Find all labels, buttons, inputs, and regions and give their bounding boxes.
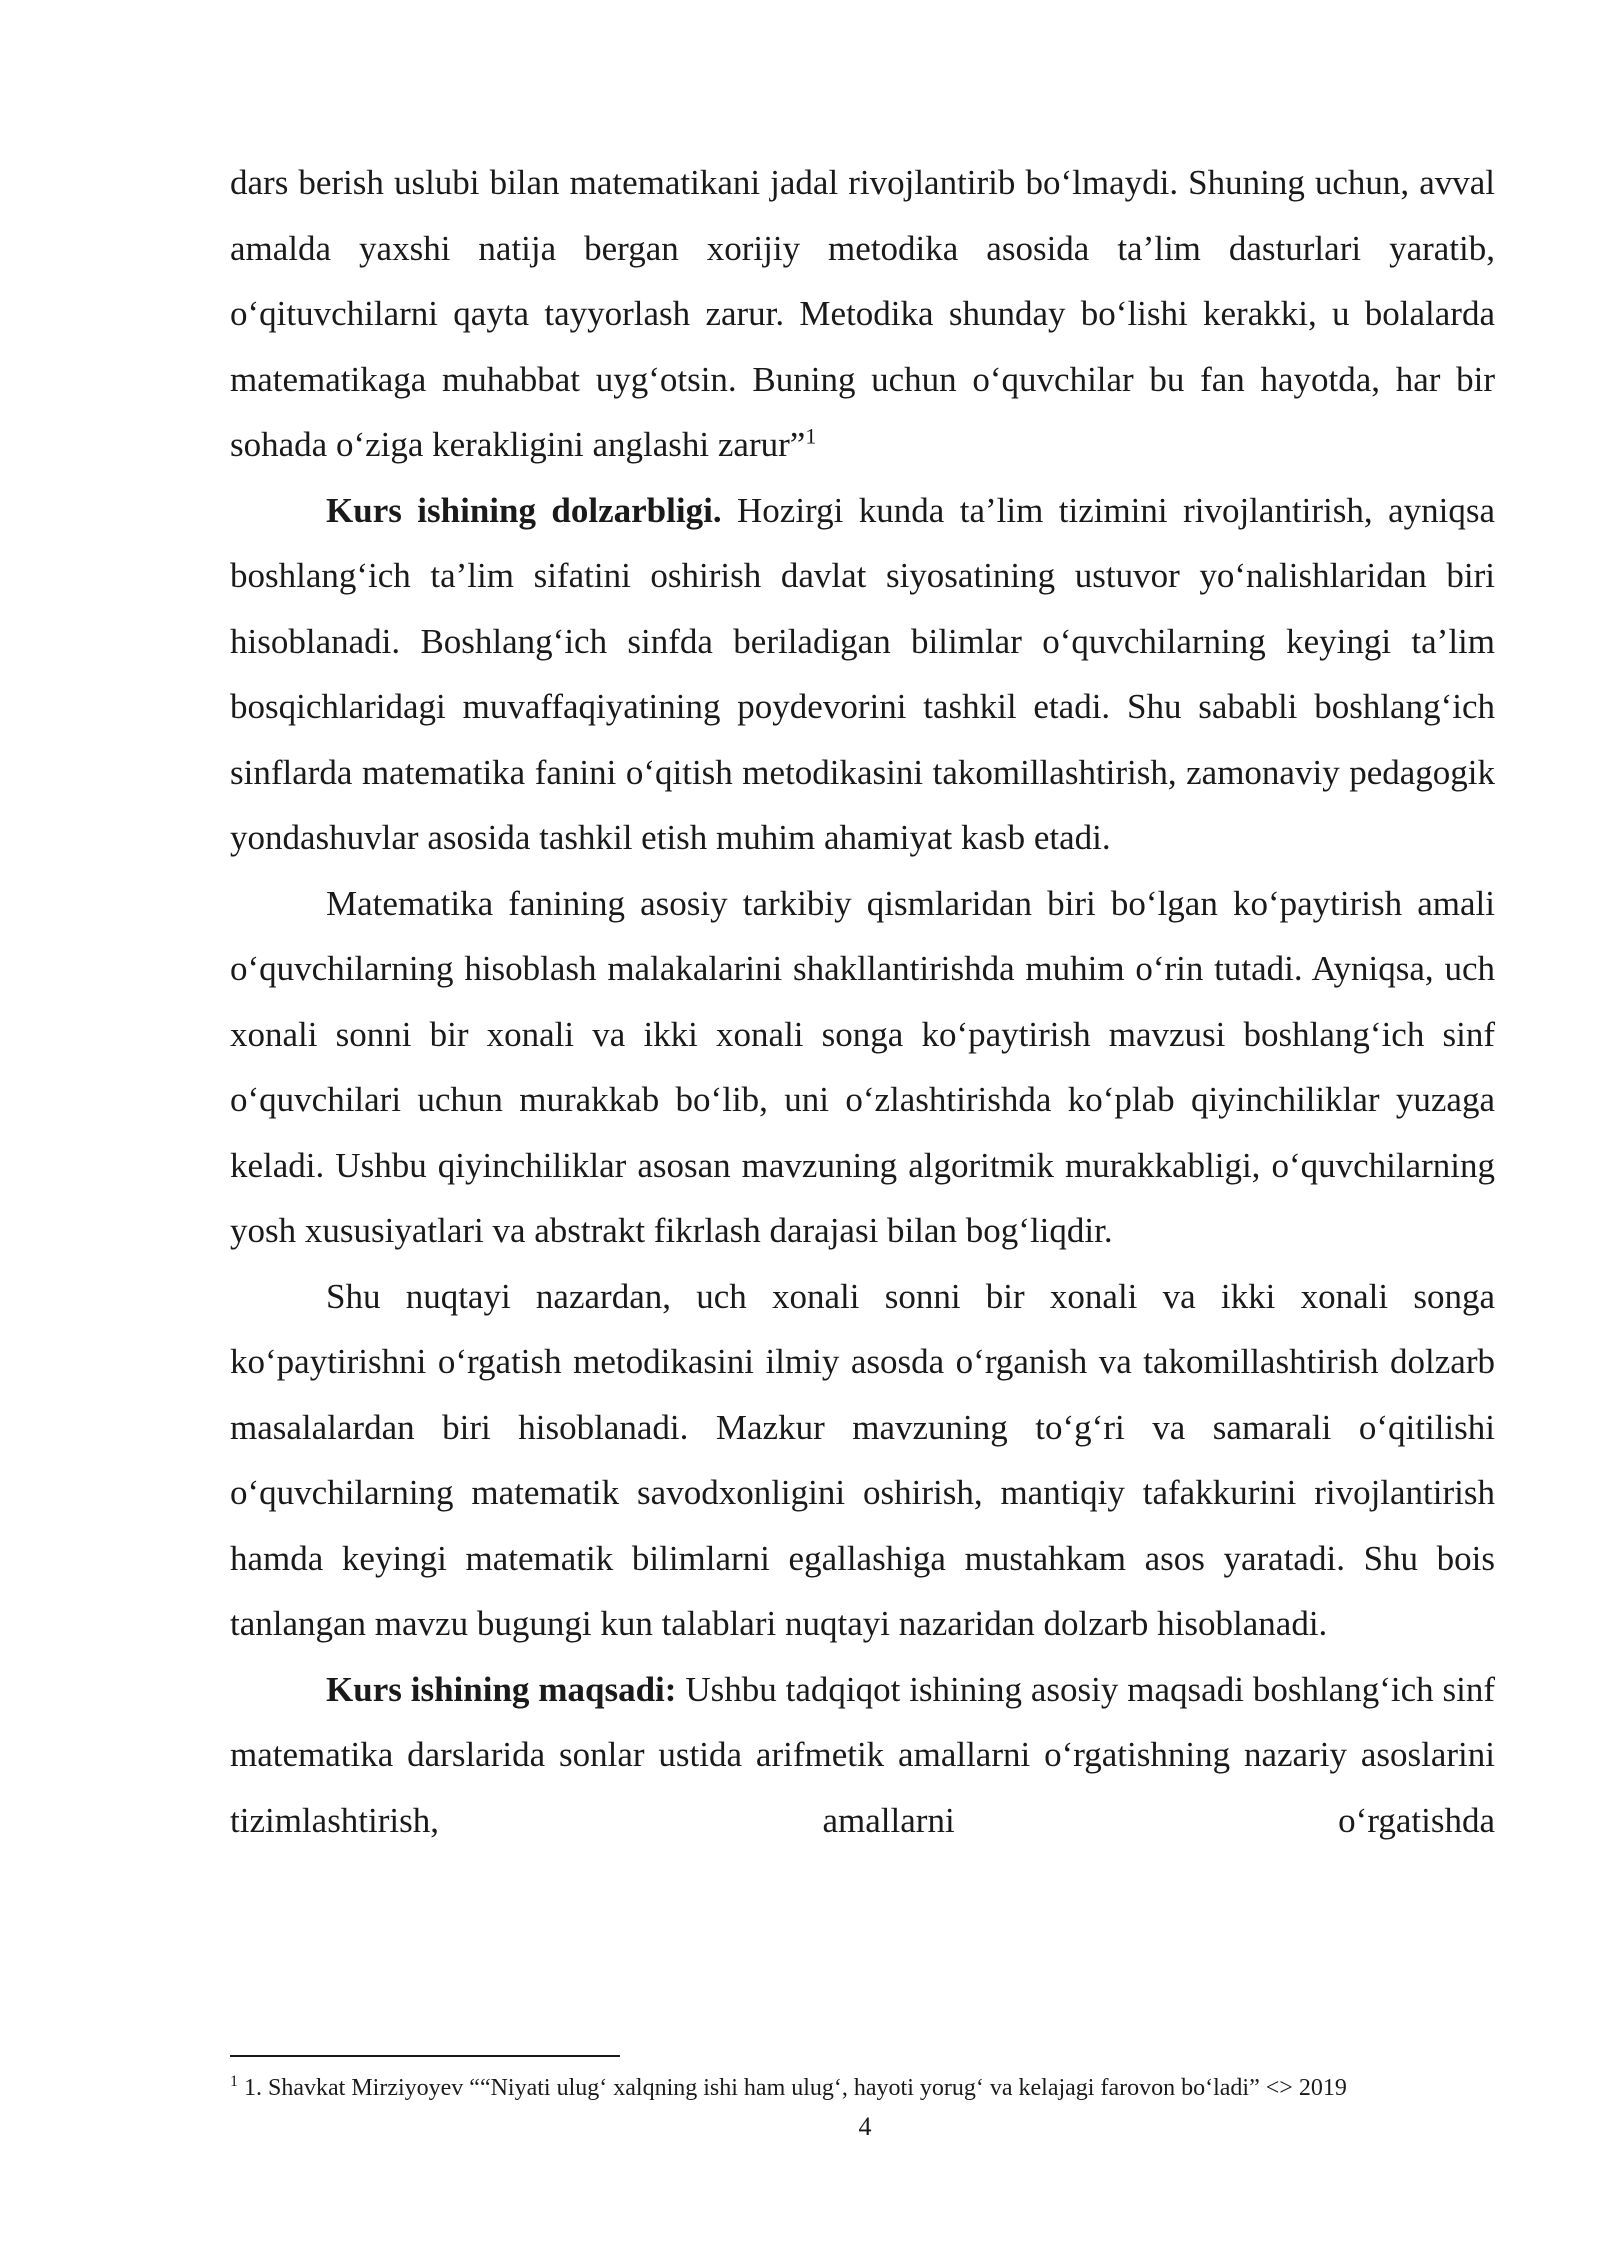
section-heading-goal: Kurs ishining maqsadi: (326, 1669, 677, 1709)
paragraph-text: Shu nuqtayi nazardan, uch xonali sonni bir xonali va ikki xonali songa ko‘paytirishni o‘rgatish metodikasini ilmiy asosda o‘rganish va takomillashtirish dolzarb masalalardan biri hisoblanadi. Mazkur mavzuning to‘g‘ri va samarali o‘qitilishi o‘quvchilarning matematik savodxonligini oshirish, mantiqiy tafakkurini rivojlantirish hamda keyingi matematik bilimlarni egallashiga mustahkam asos yaratadi. Shu bois tanlangan mavzu bugungi kun talablari nuqtayi nazaridan dolzarb hisoblanadi. (230, 1276, 1495, 1643)
paragraph-text: Ushbu tadqiqot ishining asosiy maqsadi boshlang‘ich sinf matematika darslarida sonlar ustida arifmetik amallarni o‘rgatishning nazariy asoslarini tizimlashtirish, amallarni o‘rgatishda (230, 1669, 1496, 1840)
page-number: 4 (858, 2112, 872, 2141)
footnote-mark: 1 (230, 2073, 238, 2090)
paragraph-text: dars berish uslubi bilan matematikani jadal rivojlantirib bo‘lmaydi. Shuning uchun, avval amalda yaxshi natija bergan xorijiy metodika asosida ta’lim dasturlari yaratib, o‘qituvchilarni qayta tayyorlash zarur. Metodika shunday bo‘lishi kerakki, u bolalarda matematikaga muhabbat uyg‘otsin. Buning uchun o‘quvchilar bu fan hayotda, har bir sohada o‘ziga kerakligini anglashi zarur” (230, 163, 1495, 464)
paragraph-intro-quote (230, 150, 1495, 478)
footnote-reference: 1 (805, 423, 817, 449)
footnote-separator (230, 2055, 620, 2057)
footnote (230, 2072, 1500, 2104)
paragraph-goal (230, 1657, 1495, 1854)
section-heading-relevance: Kurs ishining dolzarbligi. (326, 490, 722, 530)
document-body (230, 150, 1495, 1853)
paragraph-viewpoint (230, 1264, 1495, 1657)
paragraph-text: Matematika fanining asosiy tarkibiy qismlaridan biri bo‘lgan ko‘paytirish amali o‘quvchilarning hisoblash malakalarini shakllantirishda muhim o‘rin tutadi. Ayniqsa, uch xonali sonni bir xonali va ikki xonali songa ko‘paytirish mavzusi boshlang‘ich sinf o‘quvchilari uchun murakkab bo‘lib, uni o‘zlashtirishda ko‘plab qiyinchiliklar yuzaga keladi. Ushbu qiyinchiliklar asosan mavzuning algoritmik murakkabligi, o‘quvchilarning yosh xususiyatlari va abstrakt fikrlash darajasi bilan bog‘liqdir. (230, 883, 1495, 1250)
paragraph-multiplication (230, 871, 1495, 1264)
paragraph-relevance (230, 478, 1495, 871)
footnote-text: 1. Shavkat Mirziyoyev ““Niyati ulug‘ xalqning ishi ham ulug‘, hayoti yorug‘ va kelajagi farovon bo‘ladi” <> 2019 (238, 2075, 1347, 2101)
paragraph-text: Hozirgi kunda ta’lim tizimini rivojlantirish, ayniqsa boshlang‘ich ta’lim sifatini oshirish davlat siyosatining ustuvor yo‘nalishlaridan biri hisoblanadi. Boshlang‘ich sinfda beriladigan bilimlar o‘quvchilarning keyingi ta’lim bosqichlaridagi muvaffaqiyatining poydevorini tashkil etadi. Shu sababli boshlang‘ich sinflarda matematika fanini o‘qitish metodikasini takomillashtirish, zamonaviy pedagogik yondashuvlar asosida tashkil etish muhim ahamiyat kasb etadi. (230, 490, 1495, 857)
